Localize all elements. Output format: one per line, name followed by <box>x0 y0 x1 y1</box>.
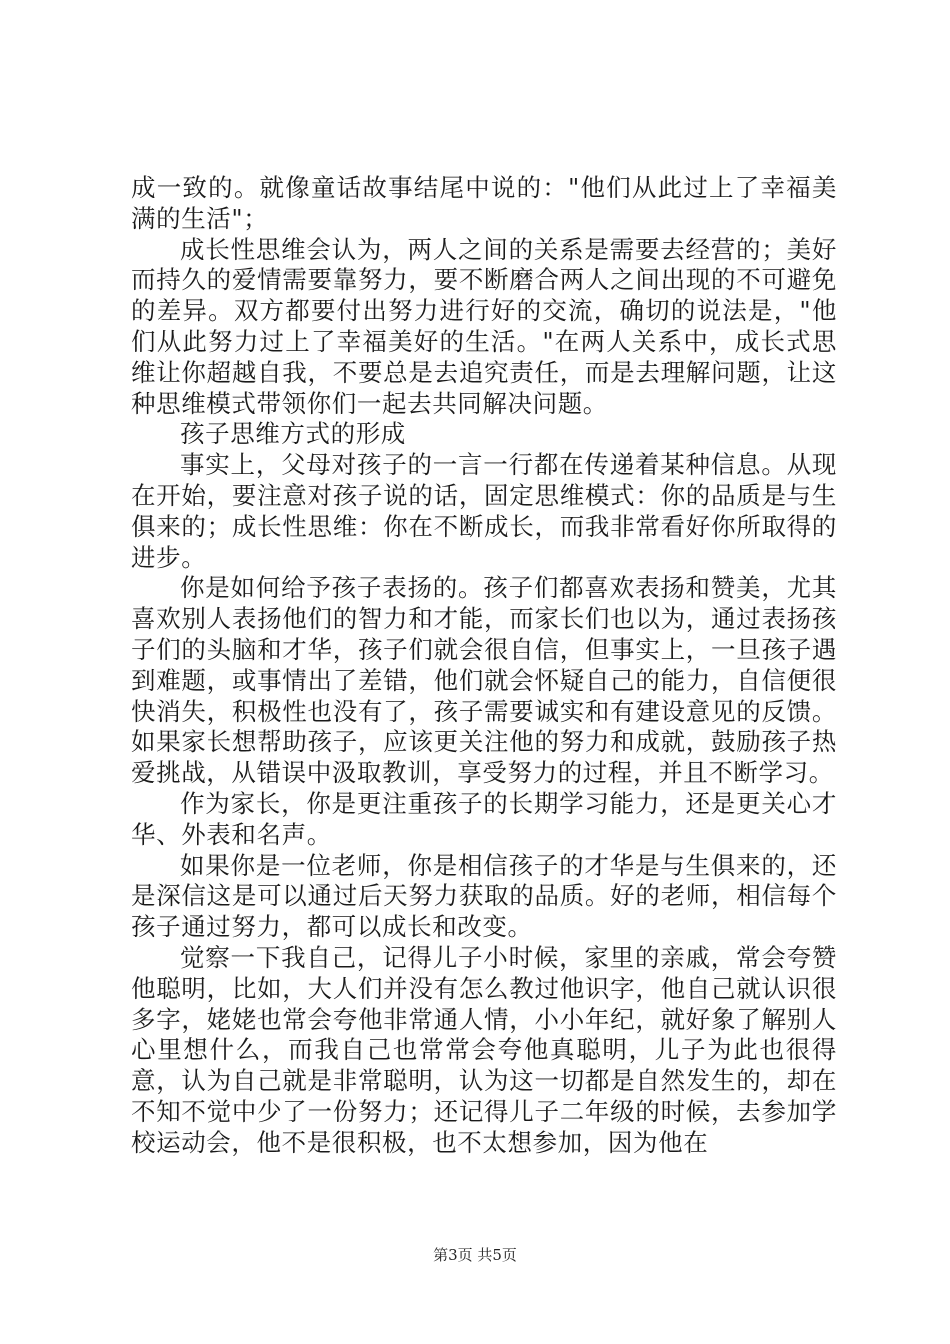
paragraph-6: 如果你是一位老师，你是相信孩子的才华是与生俱来的，还是深信这是可以通过后天努力获取的品质。好的老师，相信每个孩子通过努力，都可以成长和改变。 <box>131 850 837 942</box>
paragraph-4: 你是如何给予孩子表扬的。孩子们都喜欢表扬和赞美，尤其喜欢别人表扬他们的智力和才能，而家长们也以为，通过表扬孩子们的头脑和才华，孩子们就会很自信，但事实上，一旦孩子遇到难题，或事情出了差错，他们就会怀疑自己的能力，自信便很快消失，积极性也没有了，孩子需要诚实和有建设意见的反馈。如果家长想帮助孩子，应该更关注他的努力和成就，鼓励孩子热爱挑战，从错误中汲取教训，享受努力的过程，并且不断学习。 <box>131 573 837 788</box>
paragraph-1: 成一致的。就像童话故事结尾中说的："他们从此过上了幸福美满的生活"； <box>131 173 837 233</box>
paragraph-5: 作为家长，你是更注重孩子的长期学习能力，还是更关心才华、外表和名声。 <box>131 788 837 849</box>
paragraph-7: 觉察一下我自己，记得儿子小时候，家里的亲戚，常会夸赞他聪明，比如，大人们并没有怎么教过他识字，他自己就认识很多字，姥姥也常会夸他非常通人情，小小年纪，就好象了解别人心里想什么，而我自己也常常会夸他真聪明，儿子为此也很得意，认为自己就是非常聪明，认为这一切都是自然发生的，却在不知不觉中少了一份努力；还记得儿子二年级的时候，去参加学校运动会，他不是很积极，也不太想参加，因为他在 <box>131 942 837 1157</box>
section-heading: 孩子思维方式的形成 <box>180 419 406 449</box>
paragraph-2: 成长性思维会认为，两人之间的关系是需要去经营的；美好而持久的爱情需要靠努力，要不断磨合两人之间出现的不可避免的差异。双方都要付出努力进行好的交流，确切的说法是，"他们从此努力过上了幸福美好的生活。"在两人关系中，成长式思维让你超越自我，不要总是去追究责任，而是去理解问题，让这种思维模式带领你们一起去共同解决问题。 <box>131 234 837 418</box>
paragraph-3: 事实上，父母对孩子的一言一行都在传递着某种信息。从现在开始，要注意对孩子说的话，固定思维模式：你的品质是与生俱来的；成长性思维：你在不断成长，而我非常看好你所取得的进步。 <box>131 450 837 572</box>
document-body <box>131 173 837 1159</box>
page-footer: 第3页 共5页 <box>433 1246 517 1264</box>
